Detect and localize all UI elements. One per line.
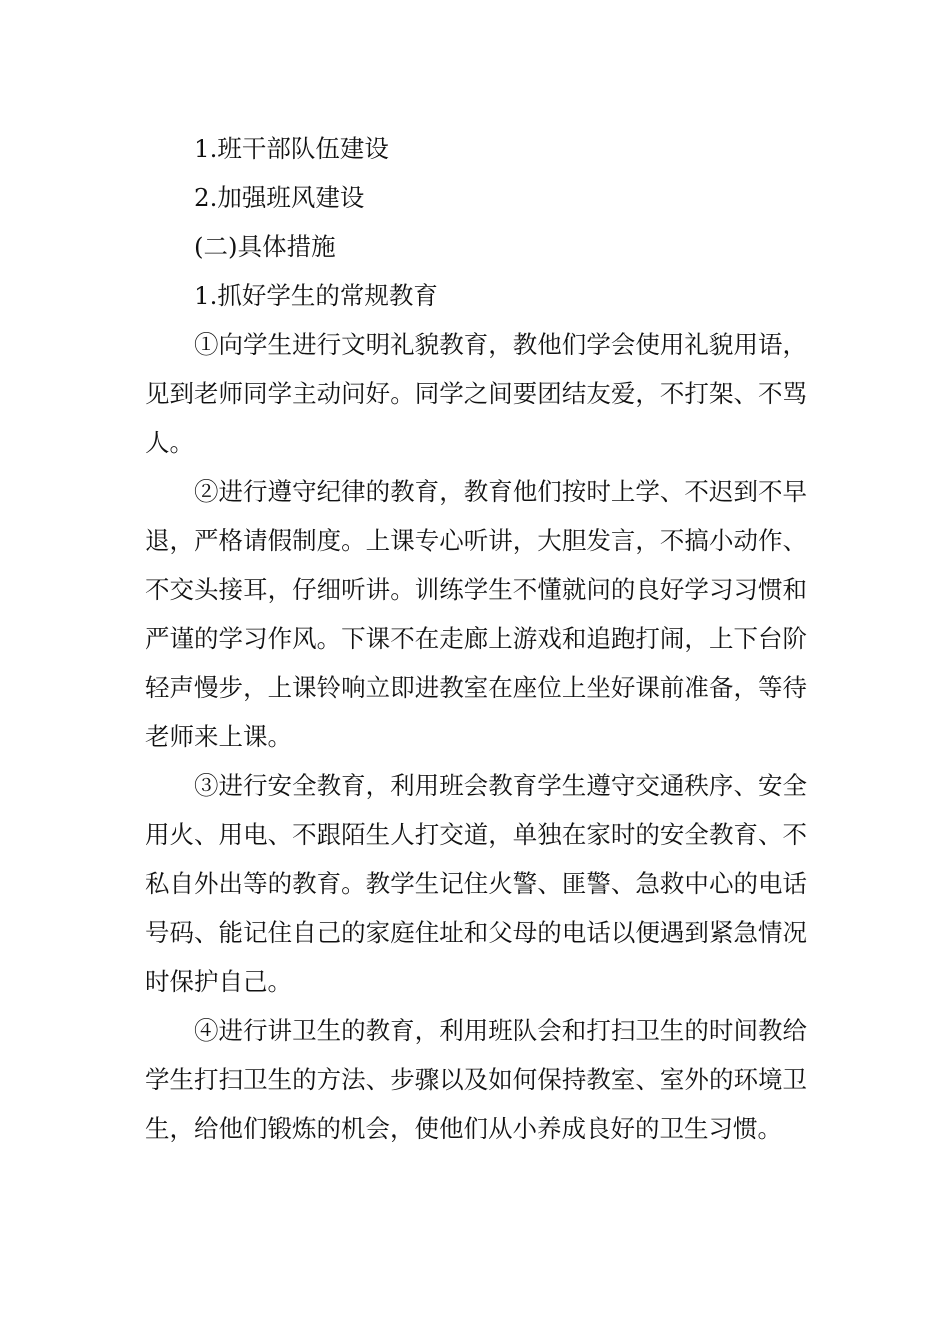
heading-class-cadre: 1.班干部队伍建设 xyxy=(194,134,389,163)
paragraph-etiquette: ①向学生进行文明礼貌教育，教他们学会使用礼貌用语，见到老师同学主动问好。同学之间要团结友爱，不打架、不骂人。 xyxy=(145,330,807,457)
heading-routine-education: 1.抓好学生的常规教育 xyxy=(194,281,438,310)
paragraph-hygiene: ④进行讲卫生的教育，利用班队会和打扫卫生的时间教给学生打扫卫生的方法、步骤以及如何保持教室、室外的环境卫生，给他们锻炼的机会，使他们从小养成良好的卫生习惯。 xyxy=(145,1016,807,1143)
heading-specific-measures: (二)具体措施 xyxy=(194,232,336,261)
document-body xyxy=(145,124,807,1153)
paragraph-discipline: ②进行遵守纪律的教育，教育他们按时上学、不迟到不早退，严格请假制度。上课专心听讲，大胆发言，不搞小动作、不交头接耳，仔细听讲。训练学生不懂就问的良好学习习惯和严谨的学习作风。下课不在走廊上游戏和追跑打闹，上下台阶轻声慢步，上课铃响立即进教室在座位上坐好课前准备，等待老师来上课。 xyxy=(145,477,807,751)
heading-class-style: 2.加强班风建设 xyxy=(194,183,365,212)
paragraph-safety: ③进行安全教育，利用班会教育学生遵守交通秩序、安全用火、用电、不跟陌生人打交道，单独在家时的安全教育、不私自外出等的教育。教学生记住火警、匪警、急救中心的电话号码、能记住自己的家庭住址和父母的电话以便遇到紧急情况时保护自己。 xyxy=(145,771,807,996)
